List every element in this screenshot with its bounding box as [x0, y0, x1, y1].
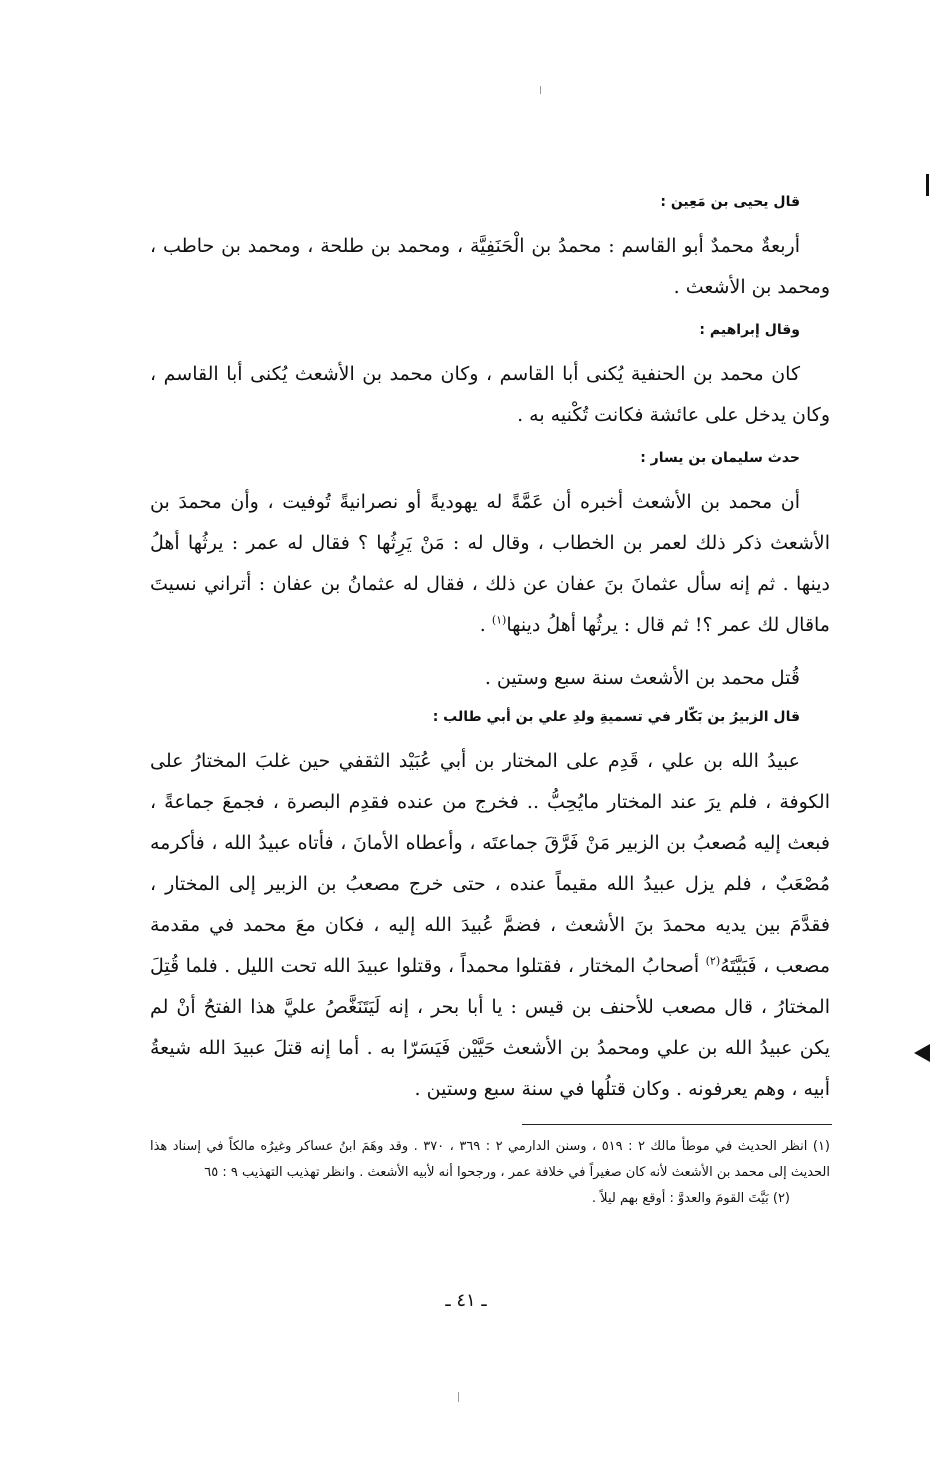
- paragraph: قُتل محمد بن الأشعث سنة سبع وستين .: [484, 667, 800, 689]
- paragraph-text: أصحابُ المختار ، فقتلوا محمداً ، وقتلوا عبيدَ الله تحت الليل . فلما قُتِلَ المختارُ ، قال مصعب للأحنف بن قيس : يا أبا بحر ، إنه لَيَتَنَغَّصُ عليَّ هذا الفتحُ أنْ لم يكن عبيدُ الله بن علي ومحمدُ بن الأشعث حَيَّيْن فَيَسَرّا به . أما إنه قتلَ عبيدَ الله شيعةُ أبيه ، وهم يعرفونه . وكان قتلُها في سنة سبع وستين .: [150, 955, 830, 1100]
- section-heading: وقال إبراهيم :: [699, 322, 800, 338]
- footnote-ref: (١): [491, 613, 507, 627]
- main-text: [150, 192, 830, 1122]
- footnotes: [150, 1134, 830, 1212]
- scan-speck: [458, 1392, 459, 1402]
- section-heading: حدث سليمان بن يسار :: [640, 450, 800, 466]
- scan-speck: [540, 86, 541, 94]
- paragraph-end: .: [479, 614, 492, 636]
- paragraph-text: أن محمد بن الأشعث أخبره أن عَمَّةً له يهوديةً أو نصرانيةً تُوفيت ، وأن محمدَ بن الأشعث ذكر ذلك لعمر بن الخطاب ، وقال له : مَنْ يَرِثُها ؟ فقال له عمر : يرثُها أهلُ دينها . ثم إنه سأل عثمانَ بنَ عفان عن ذلك ، فقال له عثمانُ بن عفان : أتراني نسيتَ ماقال لك عمر ؟! ثم قال : يرثُها أهلُ دينها: [150, 491, 830, 636]
- margin-bar-mark: [926, 174, 929, 196]
- margin-arrow-icon: [914, 1044, 930, 1062]
- paragraph: [150, 741, 830, 1110]
- footnote: (١) انظر الحديث في موطأ مالك ٢ : ٥١٩ ، وسنن الدارمي ٢ : ٣٦٩ ، ٣٧٠ . وقد وهَمَ ابنُ عساكر وغيرُه مالكاً في إسناد هذا الحديث إلى محمد بن الأشعث لأنه كان صغيراً في خلافة عمر ، ورجحوا أنه لأبيه الأشعث . وانظر تهذيب التهذيب ٩ : ٦٥: [150, 1139, 830, 1180]
- paragraph: [150, 482, 830, 646]
- section-heading: قال يحيى بن مَعِين :: [660, 194, 800, 210]
- section-heading: قال الزبيرُ بن بَكّار في تسميةِ ولدِ علي بن أبي طالب :: [432, 709, 800, 725]
- footnote-divider: [522, 1124, 832, 1125]
- footnote-ref: (٢): [705, 954, 721, 968]
- page-number: ـ ٤١ ـ: [445, 1290, 487, 1311]
- paragraph: كان محمد بن الحنفية يُكنى أبا القاسم ، وكان محمد بن الأشعث يُكنى أبا القاسم ، وكان يدخل على عائشة فكانت تُكْنيه به .: [150, 363, 830, 426]
- paragraph-text: عبيدُ الله بن علي ، قَدِم على المختار بن أبي عُبَيْد الثقفي حين غلبَ المختارُ على الكوفة ، فلم يرَ عند المختار مايُحِبُّ .. فخرج من عنده فقدِم البصرة ، فجمعَ جماعةً ، فبعث إليه مُصعبُ بن الزبير مَنْ فَرَّقَ جماعتَه ، وأعطاه الأمانَ ، فأتاه عبيدُ الله ، فأكرمه مُصْعَبٌ ، فلم يزل عبيدُ الله مقيماً عنده ، حتى خرج مصعبُ بن الزبير إلى المختار ، فقدَّمَ بين يديه محمدَ بنَ الأشعث ، فضمَّ عُبيدَ الله إليه ، فكان معَ محمد في مقدمة مصعب ، فَبَيَّتَهُ: [150, 750, 830, 977]
- paragraph: أربعةٌ محمدٌ أبو القاسم : محمدُ بن الْحَنَفِيَّة ، ومحمد بن طلحة ، ومحمد بن حاطب ، ومحمد بن الأشعث .: [150, 235, 830, 298]
- footnote: (٢) بَيَّتَ القومَ والعدوَّ : أوقع بهم ليلاً .: [591, 1191, 790, 1206]
